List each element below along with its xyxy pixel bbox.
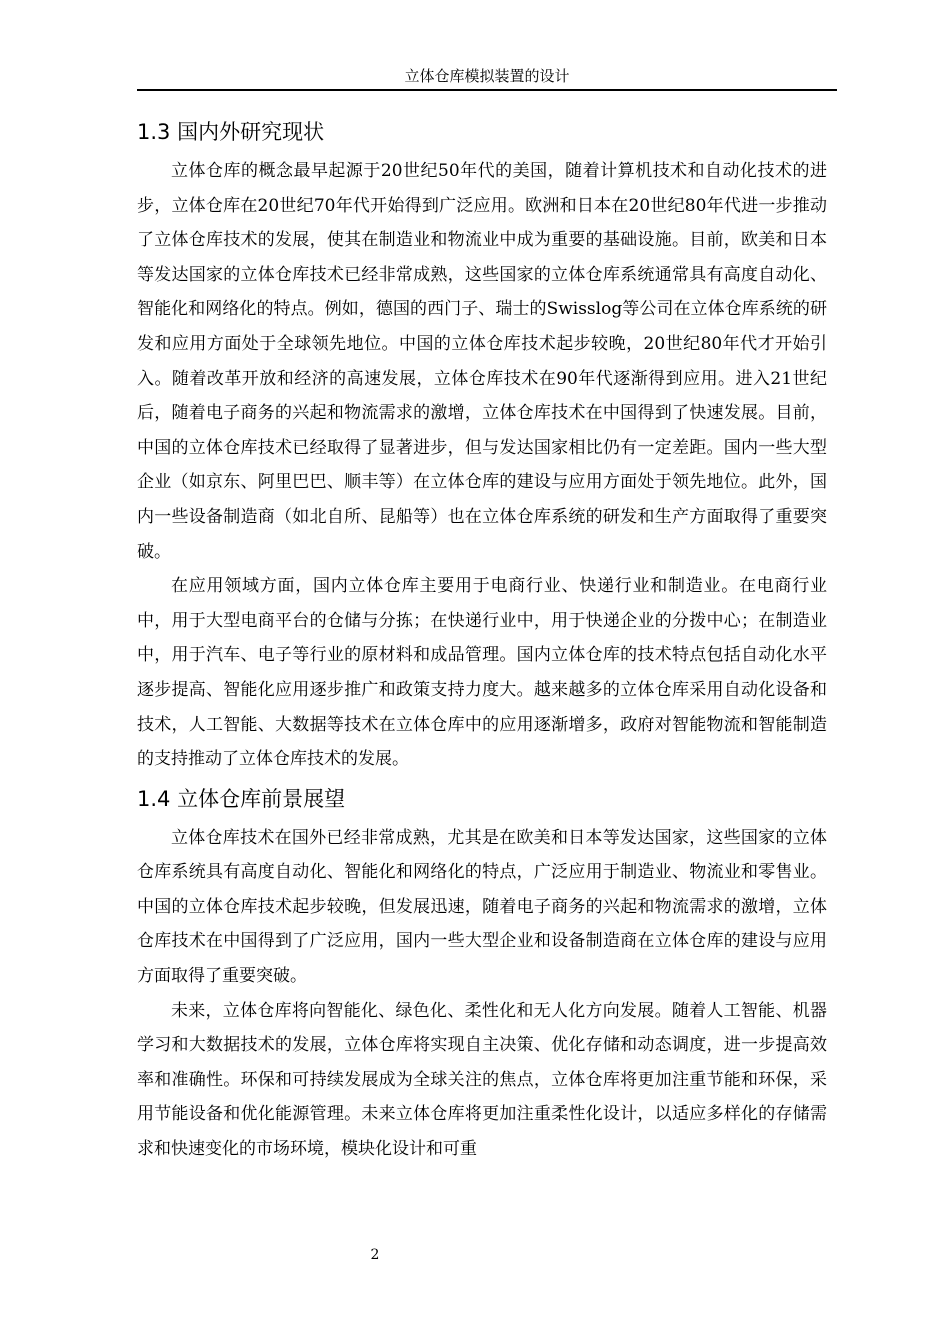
section-heading-1-4: 1.4 立体仓库前景展望 — [137, 786, 346, 811]
document-body — [137, 116, 827, 1167]
header-rule — [137, 89, 837, 91]
paragraph: 在应用领域方面，国内立体仓库主要用于电商行业、快递行业和制造业。在电商行业中，用于大型电商平台的仓储与分拣；在快递行业中，用于快递企业的分拨中心；在制造业中，用于汽车、电子等行业的原材料和成品管理。国内立体仓库的技术特点包括自动化水平逐步提高、智能化应用逐步推广和政策支持力度大。越来越多的立体仓库采用自动化设备和技术，人工智能、大数据等技术在立体仓库中的应用逐渐增多，政府对智能物流和智能制造的支持推动了立体仓库技术的发展。 — [137, 576, 827, 770]
paragraph: 立体仓库技术在国外已经非常成熟，尤其是在欧美和日本等发达国家，这些国家的立体仓库系统具有高度自动化、智能化和网络化的特点，广泛应用于制造业、物流业和零售业。中国的立体仓库技术起步较晚，但发展迅速，随着电子商务的兴起和物流需求的激增，立体仓库技术在中国得到了广泛应用，国内一些大型企业和设备制造商在立体仓库的建设与应用方面取得了重要突破。 — [137, 827, 827, 987]
paragraph: 未来，立体仓库将向智能化、绿色化、柔性化和无人化方向发展。随着人工智能、机器学习和大数据技术的发展，立体仓库将实现自主决策、优化存储和动态调度，进一步提高效率和准确性。环保和可持续发展成为全球关注的焦点，立体仓库将更加注重节能和环保，采用节能设备和优化能源管理。未来立体仓库将更加注重柔性化设计，以适应多样化的存储需求和快速变化的市场环境，模块化设计和可重 — [137, 1000, 827, 1160]
section-heading-1-3: 1.3 国内外研究现状 — [137, 120, 325, 144]
page-number: 2 — [370, 1247, 380, 1263]
paragraph: 立体仓库的概念最早起源于20世纪50年代的美国，随着计算机技术和自动化技术的进步，立体仓库在20世纪70年代开始得到广泛应用。欧洲和日本在20世纪80年代进一步推动了立体仓库技术的发展，使其在制造业和物流业中成为重要的基础设施。目前，欧美和日本等发达国家的立体仓库技术已经非常成熟，这些国家的立体仓库系统通常具有高度自动化、智能化和网络化的特点。例如，德国的西门子、瑞士的Swisslog等公司在立体仓库系统的研发和应用方面处于全球领先地位。中国的立体仓库技术起步较晚，20世纪80年代才开始引入。随着改革开放和经济的高速发展，立体仓库技术在90年代逐渐得到应用。进入21世纪后，随着电子商务的兴起和物流需求的激增，立体仓库技术在中国得到了快速发展。目前，中国的立体仓库技术已经取得了显著进步，但与发达国家相比仍有一定差距。国内一些大型企业（如京东、阿里巴巴、顺丰等）在立体仓库的建设与应用方面处于领先地位。此外，国内一些设备制造商（如北自所、昆船等）也在立体仓库系统的研发和生产方面取得了重要突破。 — [137, 161, 827, 562]
page-header-title: 立体仓库模拟装置的设计 — [404, 67, 570, 85]
